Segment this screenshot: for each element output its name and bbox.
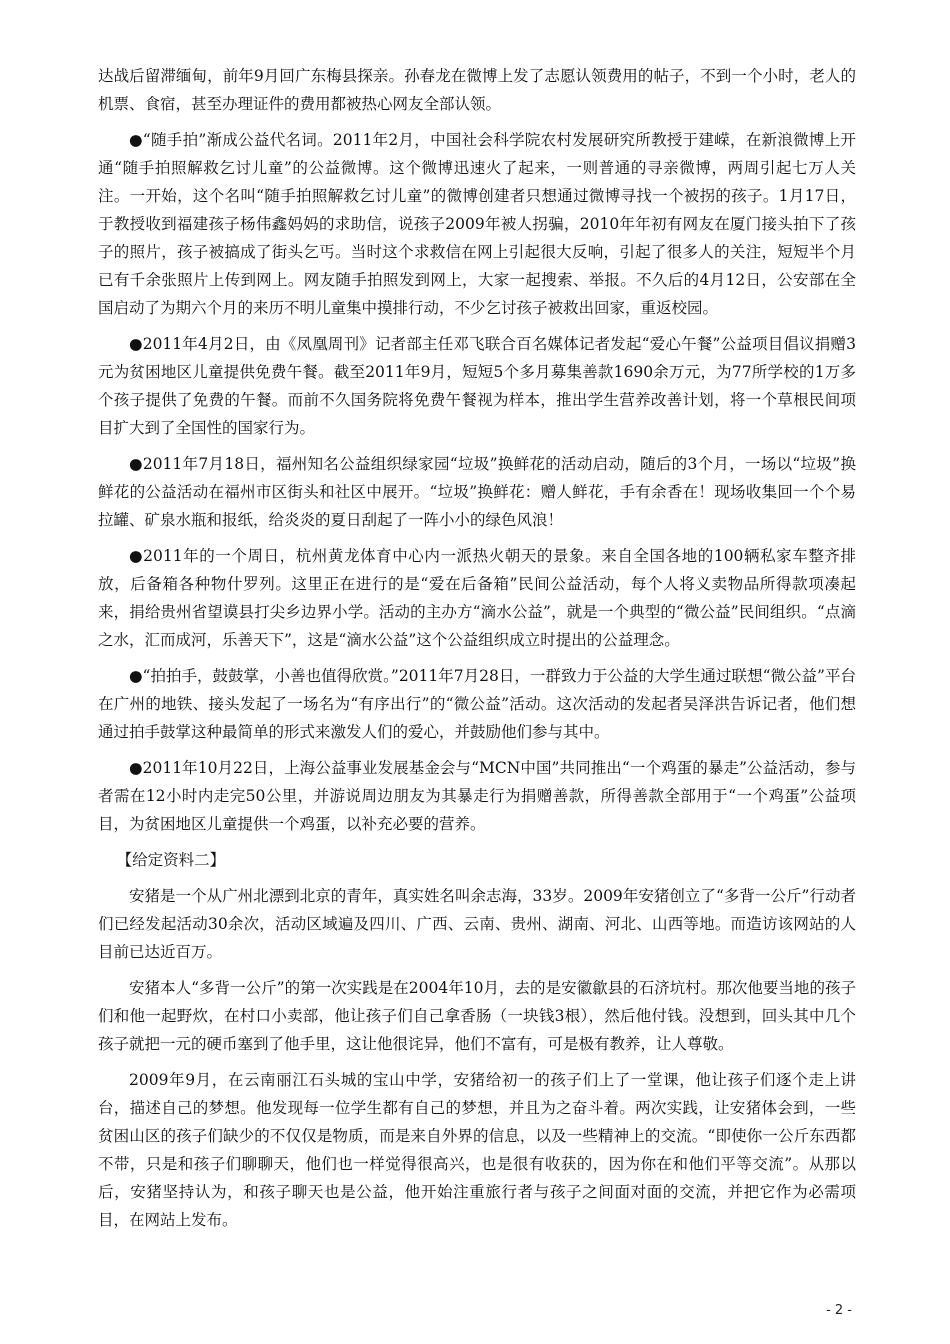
paragraph-clap-hands: ●“拍拍手，鼓鼓掌，小善也值得欣赏。”2011年7月28日，一群致力于公益的大学生通过联想“微公益”平台在广州的地铁、接头发起了一场名为“有序出行”的“微公益”活动。这次活动的发起者吴泽洪告诉记者，他们想通过拍手鼓掌这种最简单的形式来激发人们的爱心，并鼓励他们参与其中。 (98, 667, 856, 741)
paragraph-love-in-trunk: ●2011年的一个周日，杭州黄龙体育中心内一派热火朝天的景象。来自全国各地的100辆私家车整齐排放，后备箱各种物什罗列。这里正在进行的是“爱在后备箱”民间公益活动，每个人将义卖物品所得款项凑起来，捐给贵州省望谟县打尖乡边界小学。活动的主办方“滴水公益”，就是一个典型的“微公益”民间组织。“点滴之水，汇而成河，乐善天下”，这是“滴水公益”这个公益组织成立时提出的公益理念。 (98, 547, 856, 649)
paragraph-anzhu-lijiang: 2009年9月，在云南丽江石头城的宝山中学，安猪给初一的孩子们上了一堂课，他让孩子们逐个走上讲台，描述自己的梦想。他发现每一位学生都有自己的梦想，并且为之奋斗着。两次实践，让安猪体会到，一些贫困山区的孩子们缺少的不仅仅是物质，而是来自外界的信息，以及一些精神上的交流。“即使你一公斤东西都不带，只是和孩子们聊聊天，他们也一样觉得很高兴，也是很有收获的，因为你在和他们平等交流”。从那以后，安猪坚持认为，和孩子聊天也是公益，他开始注重旅行者与孩子之间面对面的交流，并把它作为必需项目，在网站上发布。 (98, 1071, 856, 1229)
section-heading: 【给定资料二】 (116, 851, 226, 869)
paragraph-egg-walk: ●2011年10月22日，上海公益事业发展基金会与“MCN中国”共同推出“一个鸡蛋的暴走”公益活动，参与者需在12小时内走完50公里，并游说周边朋友为其暴走行为捐赠善款，所得善款全部用于“一个鸡蛋”公益项目，为贫困地区儿童提供一个鸡蛋，以补充必要的营养。 (98, 759, 856, 833)
paragraph-anzhu-intro: 安猪是一个从广州北漂到北京的青年，真实姓名叫余志海，33岁。2009年安猪创立了“多背一公斤”行动者们已经发起活动30余次，活动区域遍及四川、广西、云南、贵州、湖南、河北、山西等地。而造访该网站的人目前已达近百万。 (98, 887, 856, 961)
paragraph-free-lunch: ●2011年4月2日，由《凤凰周刊》记者部主任邓飞联合百名媒体记者发起“爱心午餐”公益项目倡议捐赠3元为贫困地区儿童提供免费午餐。截至2011年9月，短短5个多月募集善款1690余万元，为77所学校的1万多个孩子提供了免费的午餐。而前不久国务院将免费午餐视为样本，推出学生营养改善计划，将一个草根民间项目扩大到了全国性的国家行为。 (98, 335, 856, 437)
paragraph-continuation: 达战后留滞缅甸，前年9月回广东梅县探亲。孙春龙在微博上发了志愿认领费用的帖子，不到一个小时，老人的机票、食宿，甚至办理证件的费用都被热心网友全部认领。 (98, 67, 856, 113)
paragraph-suishoupai: ●“随手拍”渐成公益代名词。2011年2月，中国社会科学院农村发展研究所教授于建嵘，在新浪微博上开通“随手拍照解救乞讨儿童”的公益微博。这个微博迅速火了起来，一则普通的寻亲微博，两周引起七万人关注。一开始，这个名叫“随手拍照解救乞讨儿童”的微博创建者只想通过微博寻找一个被拐的孩子。1月17日，于教授收到福建孩子杨伟鑫妈妈的求助信，说孩子2009年被人拐骗，2010年年初有网友在厦门接头拍下了孩子的照片，孩子被搞成了街头乞丐。当时这个求救信在网上引起很大反响，引起了很多人的关注，短短半个月已有千余张照片上传到网上。网友随手拍照发到网上，大家一起搜索、举报。不久后的4月12日，公安部在全国启动了为期六个月的来历不明儿童集中摸排行动，不少乞讨孩子被救出回家，重返校园。 (98, 131, 856, 317)
paragraph-garbage-for-flowers: ●2011年7月18日，福州知名公益组织绿家园“垃圾”换鲜花的活动启动，随后的3个月，一场以“垃圾”换鲜花的公益活动在福州市区街头和社区中展开。“垃圾”换鲜花：赠人鲜花，手有余香在！现场收集回一个个易拉罐、矿泉水瓶和报纸，给炎炎的夏日刮起了一阵小小的绿色风浪！ (98, 455, 856, 529)
page-number: - 2 - (826, 1303, 852, 1318)
document-page (98, 62, 856, 1242)
paragraph-anzhu-first-practice: 安猪本人“多背一公斤”的第一次实践是在2004年10月，去的是安徽歙县的石济坑村。那次他要当地的孩子们和他一起野炊，在村口小卖部，他让孩子们自己拿香肠（一块钱3根），然后他付钱。没想到，回头其中几个孩子就把一元的硬币塞到了他手里，这让他很诧异，他们不富有，可是极有教养，让人尊敬。 (98, 979, 856, 1053)
